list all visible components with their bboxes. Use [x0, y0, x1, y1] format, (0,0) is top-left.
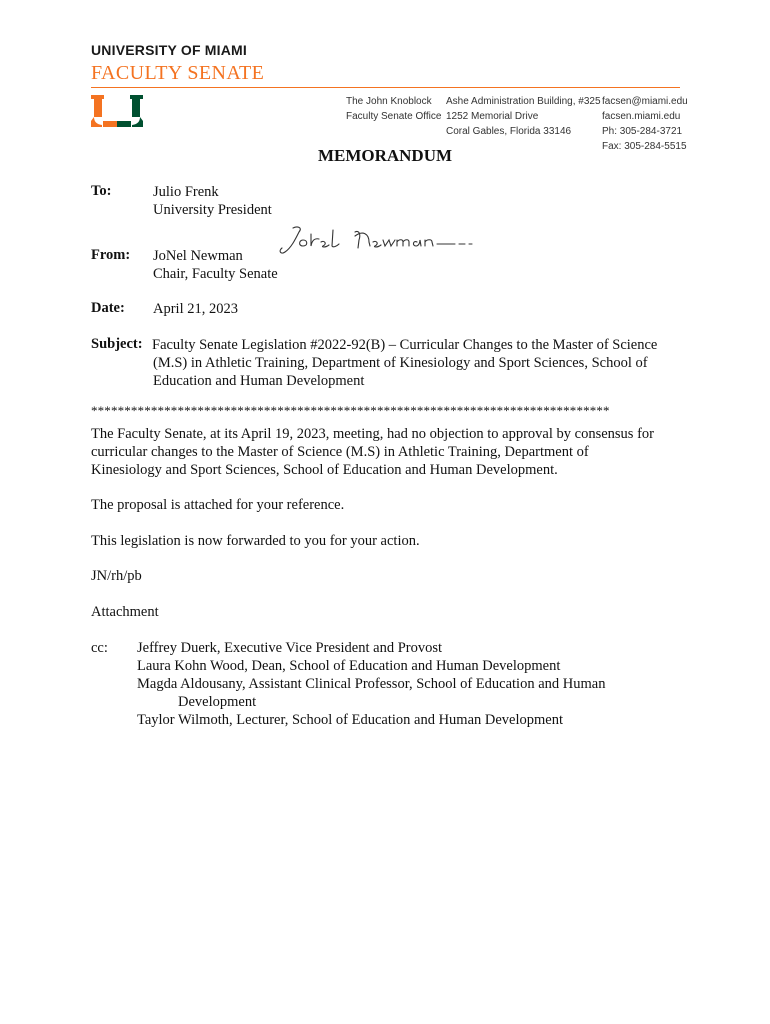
attachment-note: Attachment: [91, 604, 159, 620]
to-recipient: [153, 183, 272, 219]
address-line: Coral Gables, Florida 33146: [446, 126, 572, 137]
header-rule: [91, 87, 680, 88]
from-sender: [153, 247, 278, 283]
cc-recipient: Magda Aldousany, Assistant Clinical Professor, School of Education and Human: [137, 676, 606, 692]
recipient-name: Julio Frenk: [153, 184, 219, 200]
address-line: The John Knoblock: [346, 96, 432, 107]
body-line: curricular changes to the Master of Science (M.S) in Athletic Training, Department of: [91, 444, 589, 460]
cc-recipient: Laura Kohn Wood, Dean, School of Education and Human Development: [137, 658, 561, 674]
sender-title: Chair, Faculty Senate: [153, 266, 278, 282]
recipient-title: University President: [153, 202, 272, 218]
from-label: From:: [91, 247, 131, 263]
faculty-senate-title: FACULTY SENATE: [91, 62, 265, 84]
address-line: Faculty Senate Office: [346, 111, 442, 122]
cc-recipient: Taylor Wilmoth, Lecturer, School of Education and Human Development: [137, 712, 563, 728]
address-column-contact: [602, 94, 688, 154]
cc-list: [137, 639, 677, 729]
date-label: Date:: [91, 300, 125, 316]
asterisk-separator: ******************************************************************************: [91, 403, 610, 418]
body-line: Kinesiology and Sport Sciences, School of Education and Human Development.: [91, 462, 558, 478]
address-line: 1252 Memorial Drive: [446, 111, 539, 122]
phone-text: Ph: 305-284-3721: [602, 126, 683, 137]
subject-line: Education and Human Development: [153, 373, 365, 389]
subject-text: [153, 336, 683, 390]
sender-name: JoNel Newman: [153, 248, 243, 264]
initials: JN/rh/pb: [91, 568, 142, 584]
subject-line: Faculty Senate Legislation #2022-92(B) – Curricular Changes to the Master of Science: [152, 337, 658, 353]
subject-label: Subject:: [91, 336, 143, 352]
cc-label: cc:: [91, 640, 108, 656]
body-line: The Faculty Senate, at its April 19, 2023, meeting, had no objection to approval by consensus for: [91, 426, 654, 442]
reference-paragraph: The proposal is attached for your reference.: [91, 497, 345, 513]
to-label: To:: [91, 183, 112, 199]
address-line: Ashe Administration Building, #325: [446, 96, 601, 107]
address-column-building: [446, 94, 601, 139]
subject-line: (M.S) in Athletic Training, Department of Kinesiology and Sport Sciences, School of: [153, 355, 648, 371]
memo-heading: MEMORANDUM: [317, 146, 453, 165]
memo-date: April 21, 2023: [153, 301, 238, 317]
university-u-logo: [91, 95, 143, 127]
cc-recipient: Jeffrey Duerk, Executive Vice President and Provost: [137, 640, 443, 656]
cc-recipient-continuation: Development: [178, 694, 257, 710]
fax-text: Fax: 305-284-5515: [602, 141, 687, 152]
handwritten-signature: [275, 222, 475, 262]
action-paragraph: This legislation is now forwarded to you for your action.: [91, 533, 420, 549]
university-name: UNIVERSITY OF MIAMI: [91, 42, 247, 58]
email-text: facsen@miami.edu: [602, 96, 688, 107]
website-text: facsen.miami.edu: [602, 111, 681, 122]
body-paragraph: [91, 425, 691, 479]
address-column-office: [346, 94, 441, 124]
